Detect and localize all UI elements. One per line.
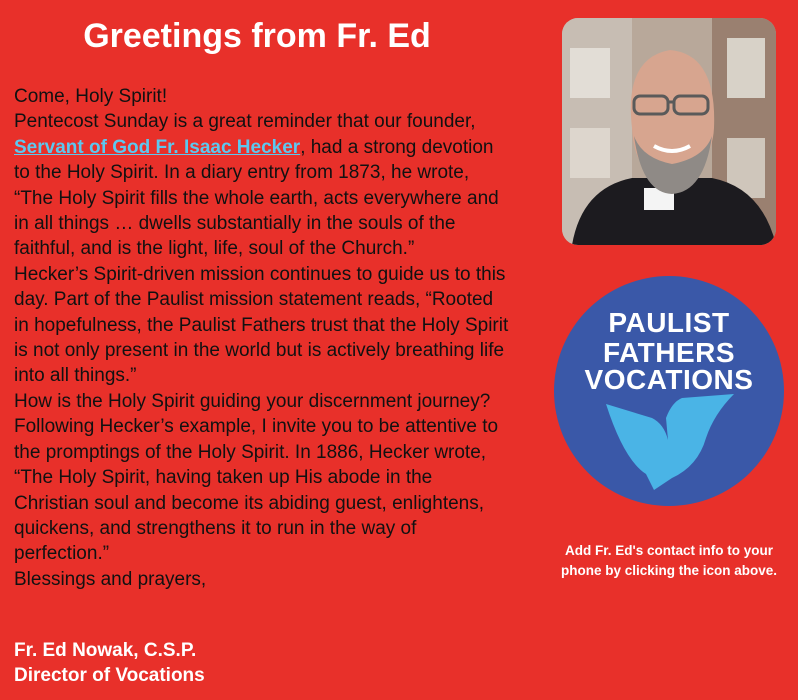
letter-greeting: Come, Holy Spirit! <box>14 86 168 107</box>
caption-line: phone by clicking the icon above. <box>560 563 778 578</box>
letter-paragraph-2: Hecker’s Spirit-driven mission continues to guide us to this day. Part of the Paulist mission statement reads, “Rooted in hopefulness, the Paulist Fathers trust that the Holy Spirit is not only present in the world but is actively breathing life into all things.” <box>14 263 509 387</box>
vocations-logo-button[interactable] <box>554 276 784 506</box>
letter-body <box>14 84 510 592</box>
fr-ed-photo <box>562 18 776 245</box>
logo-line: PAULIST <box>608 307 730 338</box>
letter-closing: Blessings and prayers, <box>14 568 207 590</box>
hecker-link[interactable]: Servant of God Fr. Isaac Hecker <box>14 136 301 158</box>
letter-paragraph-1 <box>14 109 510 261</box>
paragraph-text: , had a strong devotion to the Holy Spirit. In a diary entry from 1873, he wrote, “The Holy Spirit fills the whole earth, acts everywhere and in all things … dwells substantially in the souls of the faithful, and is the light, life, soul of the Church.” <box>14 136 499 260</box>
signature <box>14 638 205 688</box>
letter-paragraph-3: How is the Holy Spirit guiding your discernment journey? Following Hecker’s example, I invite you to be attentive to the promptings of the Holy Spirit. In 1886, Hecker wrote, “The Holy Spirit, having taken up His abode in the Christian soul and become its abiding guest, enlightens, quickens, and strengthens it to run in the way of perfection.” <box>14 390 499 565</box>
page-title: Greetings from Fr. Ed <box>83 17 431 55</box>
signature-role: Director of Vocations <box>14 665 205 686</box>
dove-icon <box>594 394 744 494</box>
logo-line: FATHERS <box>602 337 736 368</box>
logo-line: VOCATIONS <box>584 364 754 395</box>
signature-name: Fr. Ed Nowak, C.S.P. <box>14 640 197 661</box>
caption-line: Add Fr. Ed's contact info to your <box>565 543 773 558</box>
contact-caption <box>540 541 798 581</box>
paragraph-text: Pentecost Sunday is a great reminder that our founder, <box>14 111 476 133</box>
